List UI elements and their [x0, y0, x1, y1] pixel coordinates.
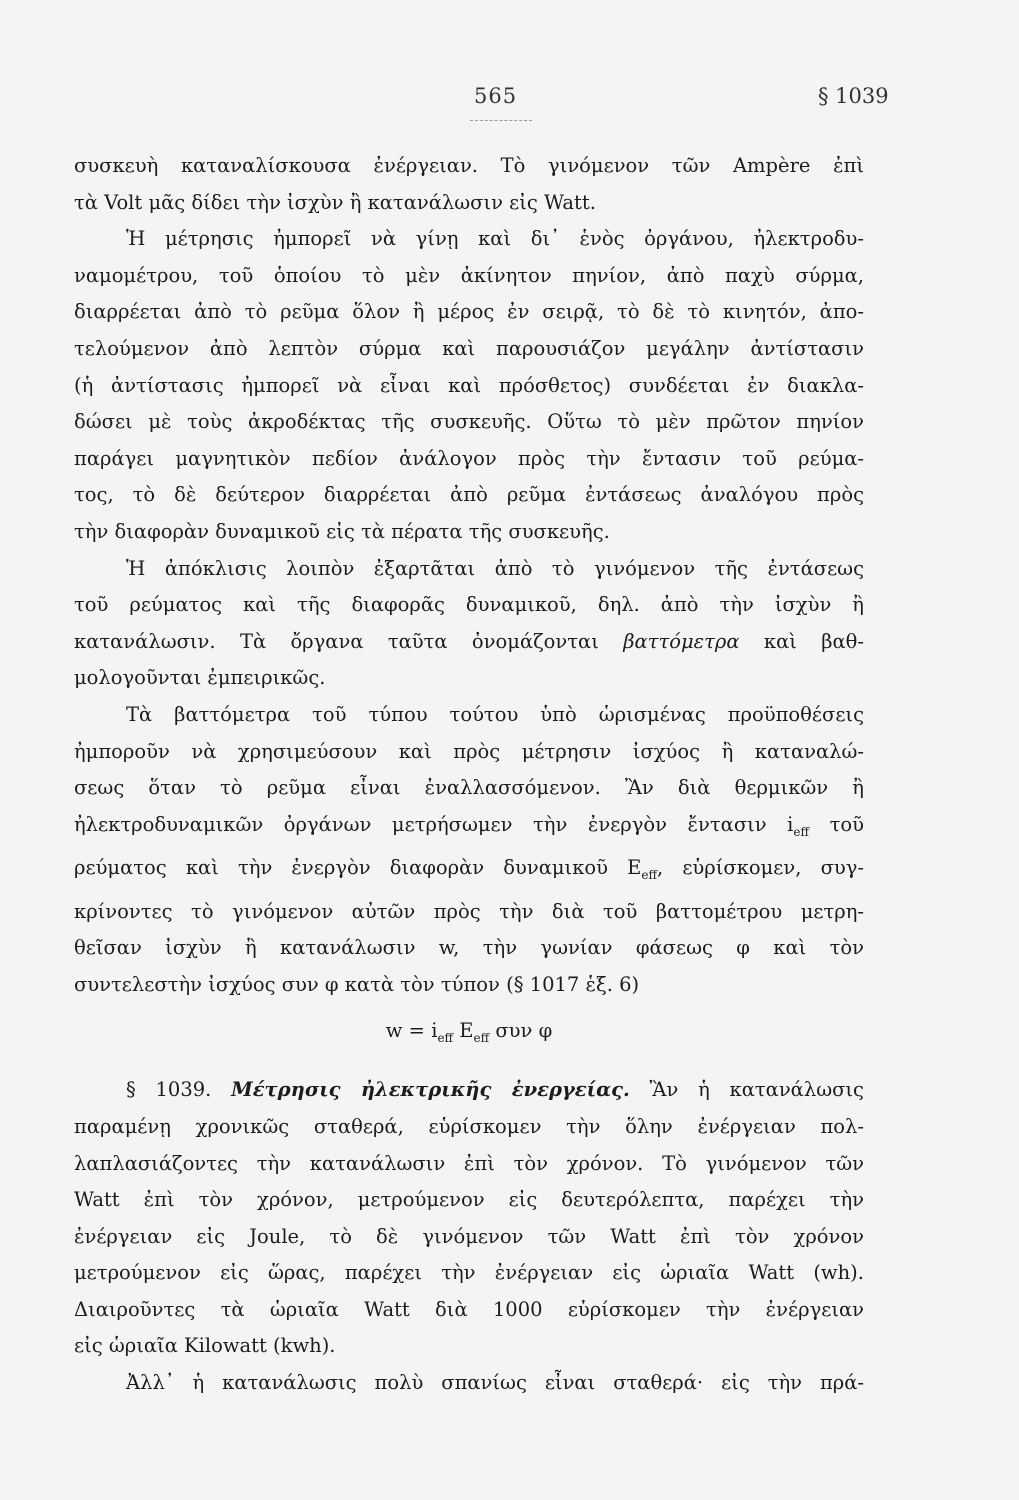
text-line: θεῖσαν ἰσχὺν ἢ κατανάλωσιν w, τὴν γωνίαν φάσεως φ καὶ τὸν	[74, 936, 864, 960]
text-line: ἠμποροῦν νὰ χρησιμεύσουν καὶ πρὸς μέτρησιν ἰσχύος ἢ καταναλώ-	[74, 739, 864, 763]
formula-subscript: eff	[473, 1031, 490, 1046]
text-line: λαπλασιάζοντες τὴν κατανάλωσιν ἐπὶ τὸν χρόνον. Τὸ γινόμενον τῶν	[74, 1151, 864, 1175]
text-line	[74, 850, 864, 893]
section-heading-line	[74, 1072, 864, 1109]
main-text	[74, 148, 864, 1402]
text-line: (ἡ ἀντίστασις ἠμπορεῖ νὰ εἶναι καὶ πρόσθετος) συνδέεται ἐν διακλα-	[74, 373, 864, 397]
text-line: παράγει μαγνητικὸν πεδίον ἀνάλογον πρὸς τὴν ἔντασιν τοῦ ρεύμα-	[74, 446, 864, 470]
text-line: τελούμενον ἀπὸ λεπτὸν σύρμα καὶ παρουσιάζον μεγάλην ἀντίστασιν	[74, 336, 864, 360]
text-line: τοῦ ρεύματος καὶ τῆς διαφορᾶς δυναμικοῦ, δηλ. ἀπὸ τὴν ἰσχὺν ἢ	[74, 593, 864, 617]
text-line: ἐνέργειαν εἰς Joule, τὸ δὲ γινόμενον τῶν Watt ἐπὶ τὸν χρόνον	[74, 1224, 864, 1248]
text-line: Διαιροῦντες τὰ ὡριαῖα Watt διὰ 1000 εὑρίσκομεν τὴν ἐνέργειαν	[74, 1297, 864, 1321]
text-fragment: ἠλεκτροδυναμικῶν ὀργάνων μετρήσωμεν τὴν ἐνεργὸν ἔντασιν i	[74, 812, 794, 836]
text-line: Ἡ ἀπόκλισις λοιπὸν ἐξαρτᾶται ἀπὸ τὸ γινόμενον τῆς ἐντάσεως	[126, 556, 864, 580]
text-line: Τὰ βαττόμετρα τοῦ τύπου τούτου ὑπὸ ὡρισμένας προϋποθέσεις	[126, 702, 864, 726]
section-1039	[74, 1072, 864, 1365]
text-fragment: , εὑρίσκομεν, συγ-	[657, 856, 865, 880]
text-fragment: καὶ βαθ-	[763, 629, 864, 653]
text-line	[74, 624, 864, 661]
text-line: Watt ἐπὶ τὸν χρόνον, μετρούμενον εἰς δευτερόλεπτα, παρέχει τὴν	[74, 1188, 864, 1212]
text-line: σεως ὅταν τὸ ρεῦμα εἶναι ἐναλλασσόμενον. Ἂν διὰ θερμικῶν ἢ	[74, 776, 864, 800]
text-line: τὰ Volt μᾶς δίδει τὴν ἰσχὺν ἢ κατανάλωσιν εἰς Watt.	[74, 190, 596, 214]
text-line: παραμένῃ χρονικῶς σταθερά, εὑρίσκομεν τὴν ὅλην ἐνέργειαν πολ-	[74, 1114, 864, 1138]
text-line: μολογοῦνται ἐμπειρικῶς.	[74, 666, 326, 690]
text-line	[74, 807, 864, 850]
text-fragment: ρεύματος καὶ τὴν ἐνεργὸν διαφορὰν δυναμικοῦ E	[74, 856, 642, 880]
paragraph-variable-consumption	[74, 1365, 864, 1402]
power-formula	[74, 1011, 864, 1058]
paragraph-continuation	[74, 148, 864, 221]
text-line: Ἡ μέτρησις ἠμπορεῖ νὰ γίνῃ καὶ δι᾽ ἑνὸς ὀργάνου, ἠλεκτροδυ-	[126, 227, 864, 251]
formula-mid: E	[453, 1019, 474, 1043]
text-line: εἰς ὡριαῖα Kilowatt (kwh).	[74, 1334, 336, 1358]
paragraph-deflection	[74, 551, 864, 697]
text-line: μετρούμενον εἰς ὥρας, παρέχει τὴν ἐνέργειαν εἰς ὡριαῖα Watt (wh).	[74, 1261, 864, 1285]
text-line: συντελεστὴν ἰσχύος συν φ κατὰ τὸν τύπον (§ 1017 ἑξ. 6)	[74, 972, 640, 996]
page-header	[0, 84, 1019, 118]
section-number: § 1039.	[126, 1078, 212, 1102]
section-title: Μέτρησις ἠλεκτρικῆς ἐνεργείας.	[231, 1078, 630, 1102]
subscript: eff	[641, 868, 657, 883]
subscript: eff	[793, 824, 810, 839]
paragraph-wattmeters	[74, 697, 864, 1004]
formula-subscript: eff	[437, 1031, 454, 1046]
page-number: 565	[474, 84, 518, 108]
paragraph-electrodynamometer	[74, 221, 864, 550]
page-number-underline	[470, 120, 532, 121]
text-fragment: Ἂν ἡ κατανάλωσις	[649, 1078, 864, 1102]
text-line: τος, τὸ δὲ δεύτερον διαρρέεται ἀπὸ ρεῦμα ἐντάσεως ἀναλόγου πρὸς	[74, 483, 864, 507]
running-section-reference: § 1039	[818, 84, 889, 108]
text-line: ναμομέτρου, τοῦ ὁποίου τὸ μὲν ἀκίνητον πηνίον, ἀπὸ παχὺ σύρμα,	[74, 263, 864, 287]
text-line: δώσει μὲ τοὺς ἀκροδέκτας τῆς συσκευῆς. Οὕτω τὸ μὲν πρῶτον πηνίον	[74, 410, 864, 434]
italic-term: βαττόμετρα	[623, 629, 740, 653]
text-line: κρίνοντες τὸ γινόμενον αὐτῶν πρὸς τὴν διὰ τοῦ βαττομέτρου μετρη-	[74, 899, 864, 923]
text-fragment: κατανάλωσιν. Τὰ ὄργανα ταῦτα ὀνομάζονται	[74, 629, 599, 653]
formula-rhs: συν φ	[489, 1019, 553, 1043]
text-line: συσκευὴ καταναλίσκουσα ἐνέργειαν. Τὸ γινόμενον τῶν Ampère ἐπὶ	[74, 154, 864, 177]
text-line: Ἀλλ᾽ ἡ κατανάλωσις πολὺ σπανίως εἶναι σταθερά· εἰς τὴν πρά-	[126, 1371, 864, 1395]
text-fragment: τοῦ	[809, 812, 864, 836]
text-line: τὴν διαφορὰν δυναμικοῦ εἰς τὰ πέρατα τῆς συσκευῆς.	[74, 519, 610, 543]
text-line: διαρρέεται ἀπὸ τὸ ρεῦμα ὅλον ἢ μέρος ἐν σειρᾷ, τὸ δὲ τὸ κινητόν, ἀπο-	[74, 300, 864, 324]
formula-lhs: w = i	[385, 1019, 438, 1043]
